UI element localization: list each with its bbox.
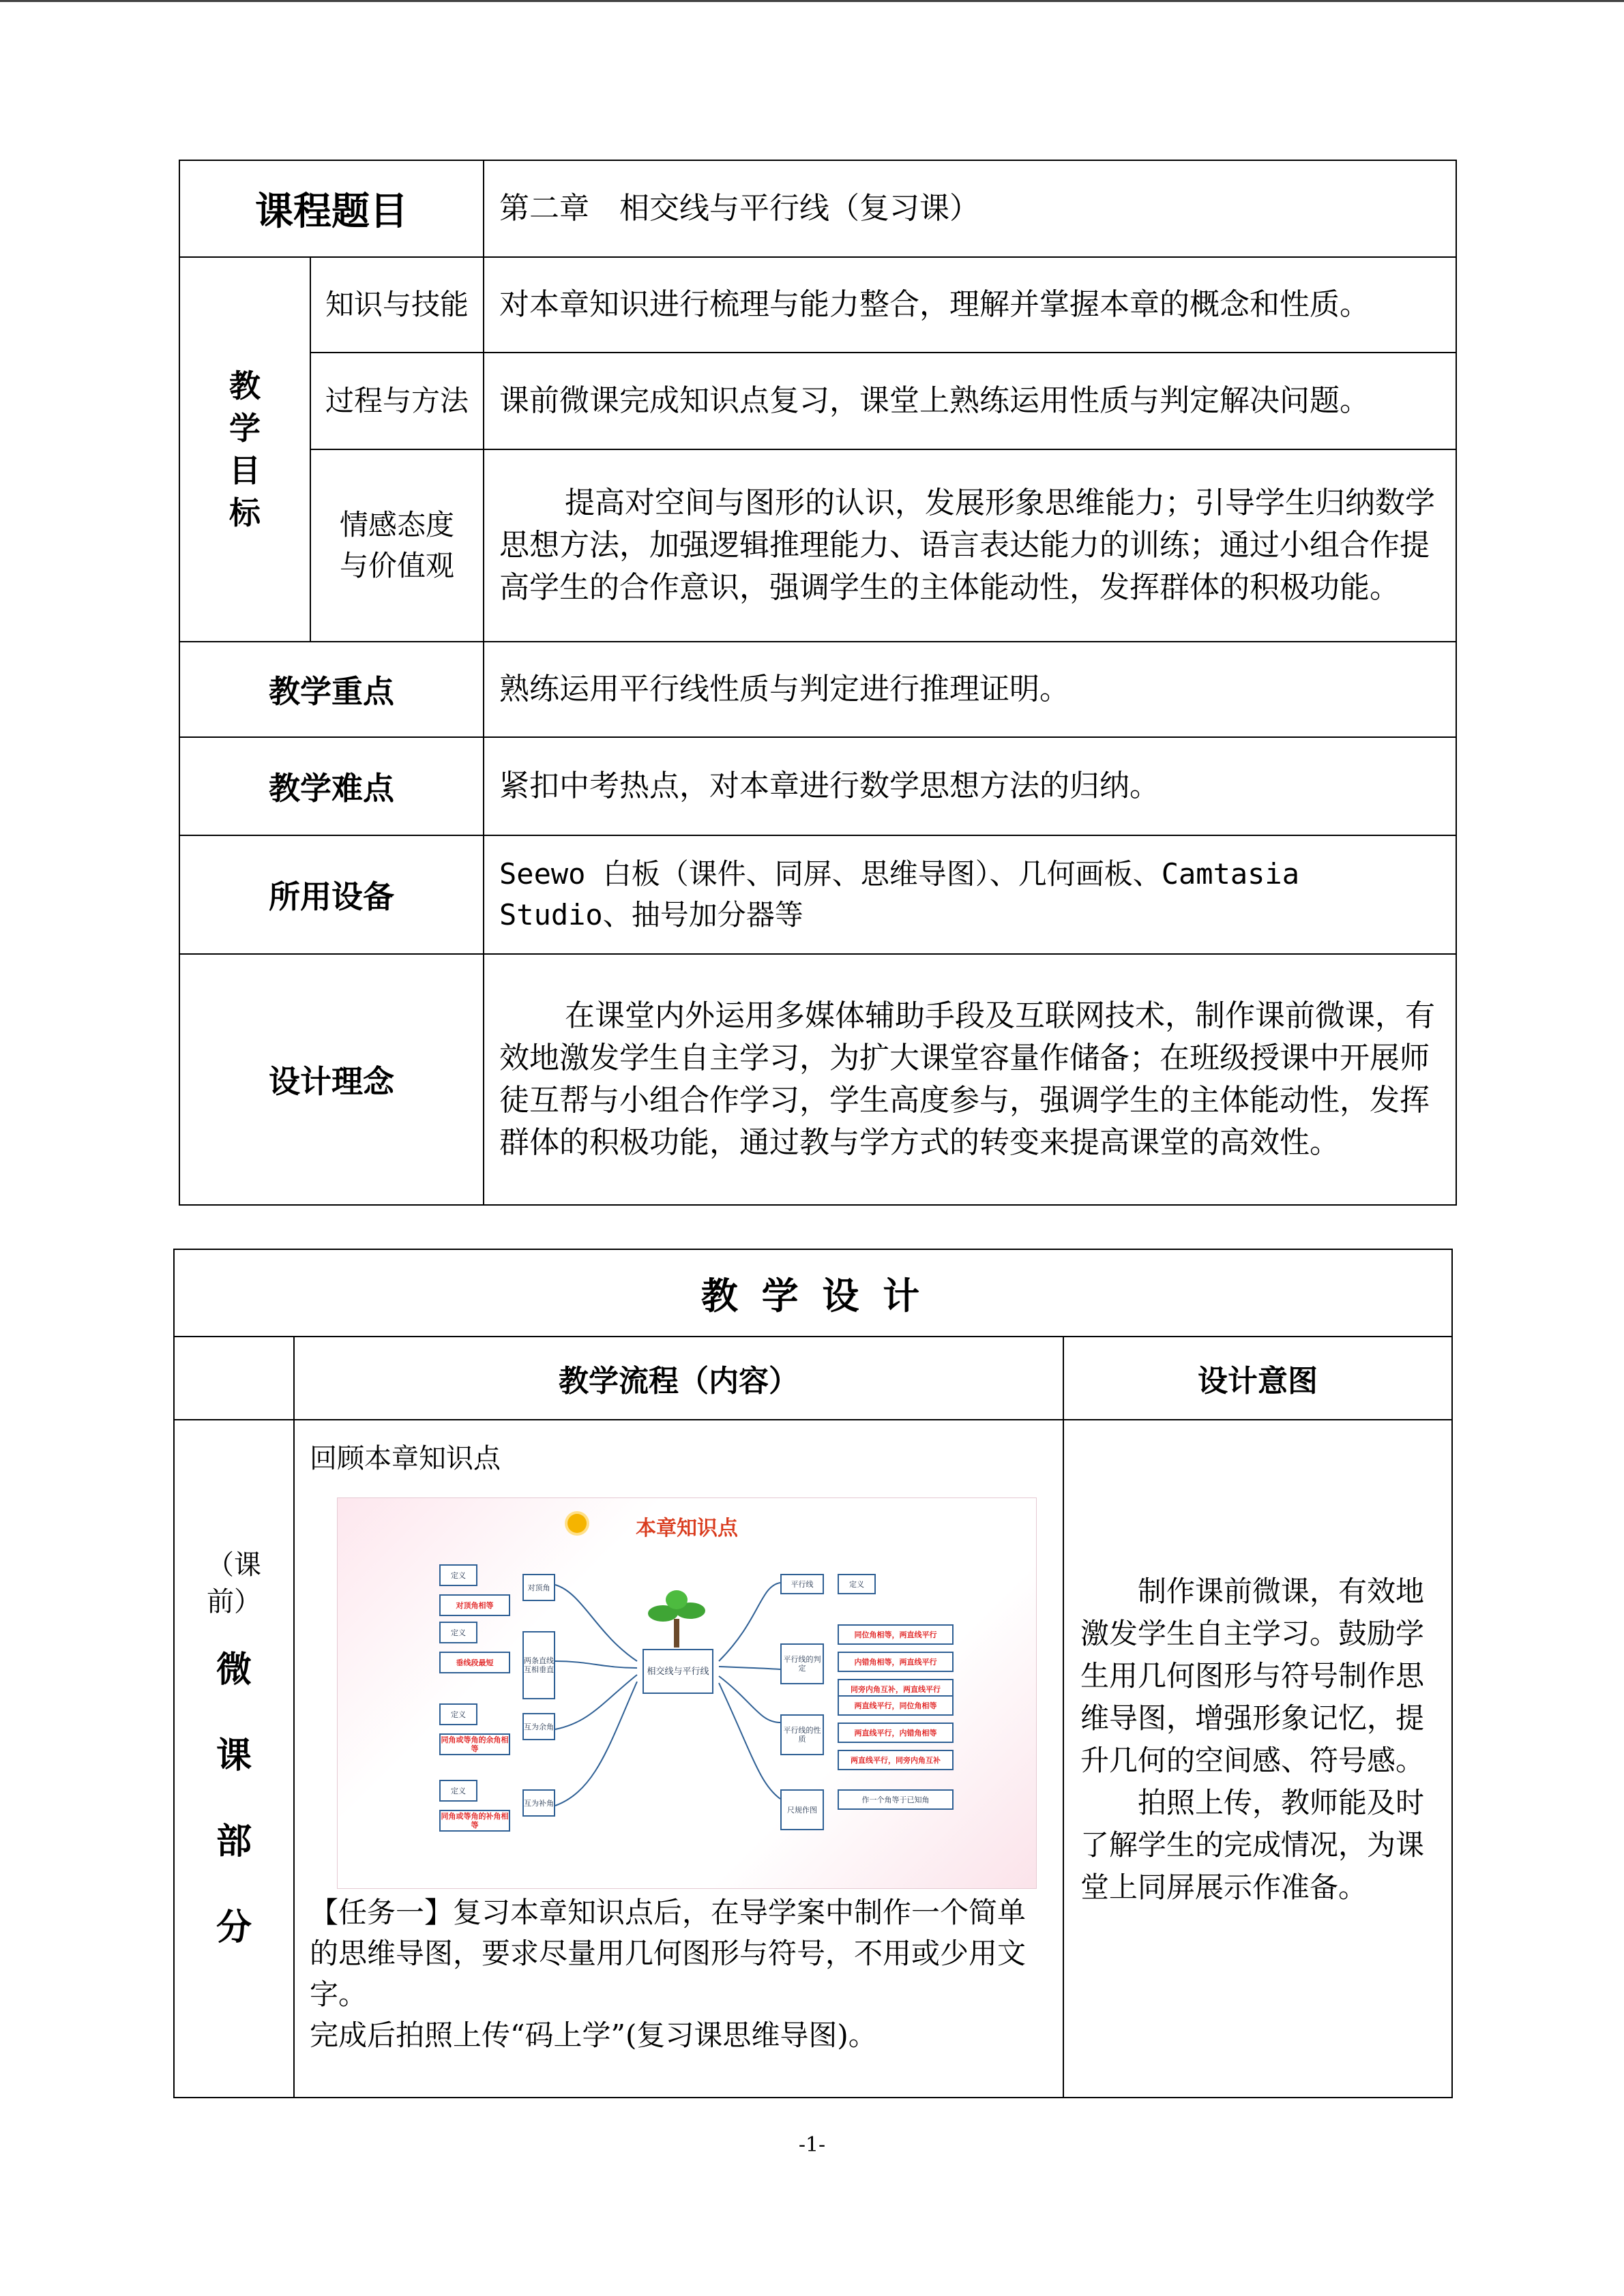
objectives-label-char: 学: [229, 410, 261, 447]
header-blank-cell: [174, 1337, 294, 1420]
mindmap-left-item: 同角或等角的余角相等: [439, 1733, 510, 1755]
mindmap-left-item: 定义: [439, 1703, 477, 1725]
mindmap-right-item: 同位角相等，两直线平行: [838, 1624, 954, 1645]
side-char: 课: [216, 1735, 252, 1776]
objective-label-knowledge: 知识与技能: [310, 257, 484, 353]
mindmap-right-item: 内错角相等，两直线平行: [838, 1652, 954, 1672]
top-border: [0, 0, 1624, 2]
task-text: 【任务一】复习本章知识点后，在导学案中制作一个简单的思维导图，要求尽量用几何图形与符号，不用或少用文字。: [310, 1896, 1027, 2011]
objectives-label-char: 标: [229, 494, 261, 531]
mindmap-right-item: 两直线平行，同位角相等: [838, 1695, 954, 1716]
mindmap-center-node: 相交线与平行线: [643, 1649, 713, 1694]
mindmap-image: [337, 1497, 1037, 1889]
mindmap-right-item: 同旁内角互补，两直线平行: [838, 1679, 954, 1699]
difficulties-label: 教学难点: [179, 737, 484, 835]
philosophy-text: 在课堂内外运用多媒体辅助手段及互联网技术，制作课前微课，有效地激发学生自主学习，为扩大课堂容量作储备；在班级授课中开展师徒互帮与小组合作学习，学生高度参与，强调学生的主体能动性，发挥群体的积极功能，通过教与学方式的转变来提高课堂的高效性。: [484, 954, 1456, 1205]
mindmap-right-node: 平行线的判定: [780, 1643, 824, 1684]
mindmap-left-item: 定义: [439, 1780, 477, 1802]
side-char: 分: [216, 1907, 252, 1948]
col-flow-header: 教学流程（内容）: [294, 1337, 1063, 1420]
mindmap-right-node: 平行线: [780, 1574, 824, 1594]
equipment-text: Seewo 白板（课件、同屏、思维导图）、几何画板、Camtasia Studio、抽号加分器等: [484, 835, 1456, 954]
side-char: 微: [216, 1650, 252, 1690]
design-title: 教 学 设 计: [174, 1249, 1452, 1337]
objective-label-process: 过程与方法: [310, 353, 484, 449]
mindmap-right-node: 尺规作图: [780, 1789, 824, 1830]
objective-text-process: 课前微课完成知识点复习，课堂上熟练运用性质与判定解决问题。: [484, 353, 1456, 449]
side-label-cell: [174, 1420, 294, 2098]
mindmap-left-node: 两条直线互相垂直: [522, 1631, 555, 1699]
page-number: -1-: [798, 2133, 826, 2157]
course-title-value: 第二章 相交线与平行线（复习课）: [484, 160, 1456, 257]
intent-cell: [1063, 1420, 1452, 2098]
key-points-text: 熟练运用平行线性质与判定进行推理证明。: [484, 642, 1456, 737]
side-small-label: （课前）: [207, 1549, 261, 1617]
intent-paragraph-2: 拍照上传，教师能及时了解学生的完成情况，为课堂上同屏展示作准备。: [1080, 1786, 1425, 1904]
col-intent-header: 设计意图: [1063, 1337, 1452, 1420]
mindmap-right-item: 定义: [838, 1574, 876, 1594]
mindmap-left-node: 对顶角: [522, 1574, 555, 1601]
mindmap-left-item: 定义: [439, 1622, 477, 1643]
difficulties-text: 紧扣中考热点，对本章进行数学思想方法的归纳。: [484, 737, 1456, 835]
side-char: 部: [216, 1821, 252, 1862]
objectives-label-char: 教: [229, 368, 261, 404]
mindmap-left-item: 对顶角相等: [439, 1594, 510, 1616]
course-title-label: 课程题目: [179, 160, 484, 257]
key-points-label: 教学重点: [179, 642, 484, 737]
mindmap-title: 本章知识点: [636, 1517, 738, 1540]
mindmap-left-item: 定义: [439, 1564, 477, 1586]
mindmap-right-item: 两直线平行，同旁内角互补: [838, 1750, 954, 1770]
intent-paragraph-1: 制作课前微课，有效地激发学生自主学习。鼓励学生用几何图形与符号制作思维导图，增强形象记忆，提升几何的空间感、符号感。: [1080, 1575, 1425, 1777]
objectives-label: [179, 257, 310, 642]
objectives-label-char: 目: [229, 452, 261, 489]
course-info-table: [179, 160, 1457, 1206]
equipment-label: 所用设备: [179, 835, 484, 954]
upload-text: 完成后拍照上传“码上学”(复习课思维导图)。: [310, 2018, 877, 2052]
mindmap-left-node: 互为余角: [522, 1713, 555, 1740]
review-heading: 回顾本章知识点: [310, 1443, 501, 1474]
mindmap-left-item: 同角或等角的补角相等: [439, 1810, 510, 1832]
objective-text-attitude: 提高对空间与图形的认识，发展形象思维能力；引导学生归纳数学思想方法，加强逻辑推理能力、语言表达能力的训练；通过小组合作提高学生的合作意识，强调学生的主体能动性，发挥群体的积极功能。: [484, 449, 1456, 642]
objective-label-attitude: 情感态度与价值观: [310, 449, 484, 642]
objective-text-knowledge: 对本章知识进行梳理与能力整合，理解并掌握本章的概念和性质。: [484, 257, 1456, 353]
philosophy-label: 设计理念: [179, 954, 484, 1205]
side-chars: [175, 1627, 293, 1971]
mindmap-right-node: 平行线的性质: [780, 1714, 824, 1755]
mindmap-left-item: 垂线段最短: [439, 1652, 510, 1673]
mindmap-right-item: 两直线平行，内错角相等: [838, 1723, 954, 1743]
mindmap-right-item: 作一个角等于已知角: [838, 1789, 954, 1810]
mindmap-left-node: 互为补角: [522, 1789, 555, 1817]
